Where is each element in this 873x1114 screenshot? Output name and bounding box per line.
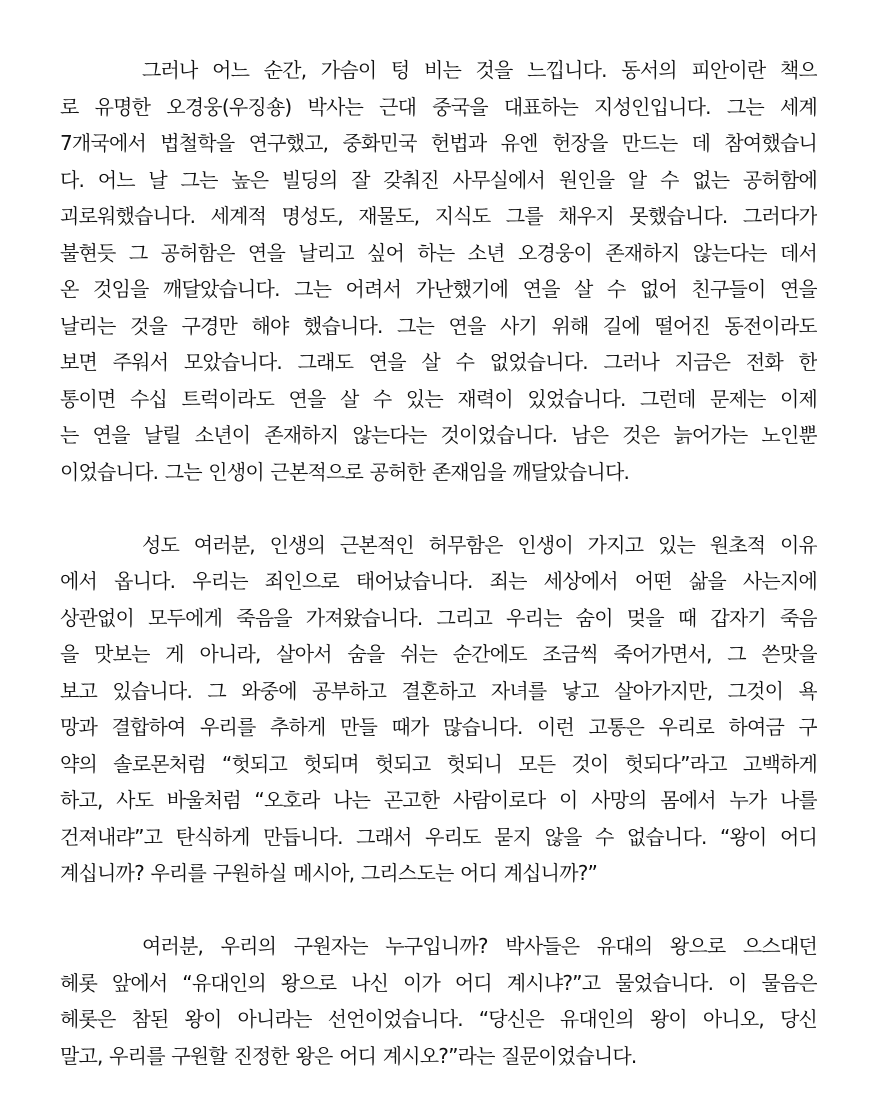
text-line: 헤롯은 참된 왕이 아니라는 선언이었습니다. “당신은 유대인의 왕이 아니오, 당신 bbox=[60, 1007, 817, 1031]
text-line: 는 연을 날릴 소년이 존재하지 않는다는 것이었습니다. 남은 것은 늙어가는 노인뿐 bbox=[60, 423, 817, 447]
text-line: 보고 있습니다. 그 와중에 공부하고 결혼하고 자녀를 낳고 살아가지만, 그것이 욕 bbox=[60, 678, 817, 703]
text-line: 그러나 어느 순간, 가슴이 텅 비는 것을 느낍니다. 동서의 피안이란 책으 bbox=[142, 58, 817, 82]
text-line: 이었습니다. 그는 인생이 근본적으로 공허한 존재임을 깨달았습니다. bbox=[60, 459, 630, 484]
paragraph-1 bbox=[60, 52, 817, 490]
text-line: 여러분, 우리의 구원자는 누구입니까? 박사들은 유대의 왕으로 으스대던 bbox=[142, 934, 817, 958]
text-line: 계십니까? 우리를 구원하실 메시아, 그리스도는 어디 계십니까?” bbox=[60, 861, 598, 885]
text-line: 통이면 수십 트럭이라도 연을 살 수 있는 재력이 있었습니다. 그런데 문제는 이제 bbox=[60, 386, 817, 411]
text-line: 괴로워했습니다. 세계적 명성도, 재물도, 지식도 그를 채우지 못했습니다. 그러다가 bbox=[60, 204, 817, 228]
text-line: 날리는 것을 구경만 해야 했습니다. 그는 연을 사기 위해 길에 떨어진 동전이라도 bbox=[60, 313, 817, 338]
text-line: 성도 여러분, 인생의 근본적인 허무함은 인생이 가지고 있는 원초적 이유 bbox=[142, 532, 817, 557]
text-line: 망과 결합하여 우리를 추하게 만들 때가 많습니다. 이런 고통은 우리로 하여금 구 bbox=[60, 715, 817, 739]
text-line: 7개국에서 법철학을 연구했고, 중화민국 헌법과 유엔 헌장을 만드는 데 참여했습니 bbox=[60, 131, 817, 155]
text-line: 하고, 사도 바울처럼 “오호라 나는 곤고한 사람이로다 이 사망의 몸에서 누가 나를 bbox=[60, 788, 817, 812]
text-line: 말고, 우리를 구원할 진정한 왕은 어디 계시오?”라는 질문이었습니다. bbox=[60, 1043, 637, 1068]
text-line: 을 맛보는 게 아니라, 살아서 숨을 쉬는 순간에도 조금씩 죽어가면서, 그 쓴맛을 bbox=[60, 642, 817, 666]
text-line: 상관없이 모두에게 죽음을 가져왔습니다. 그리고 우리는 숨이 멎을 때 갑자기 죽음 bbox=[60, 605, 817, 630]
paragraph-gap bbox=[60, 490, 817, 527]
paragraph-gap bbox=[60, 892, 817, 929]
text-line: 건져내랴”고 탄식하게 만듭니다. 그래서 우리도 묻지 않을 수 없습니다. “왕이 어디 bbox=[60, 824, 817, 849]
text-line: 보면 주워서 모았습니다. 그래도 연을 살 수 없었습니다. 그러나 지금은 전화 한 bbox=[60, 350, 817, 374]
text-line: 온 것임을 깨달았습니다. 그는 어려서 가난했기에 연을 살 수 없어 친구들이 연을 bbox=[60, 277, 817, 301]
text-line: 다. 어느 날 그는 높은 빌딩의 잘 갖춰진 사무실에서 원인을 알 수 없는 공허함에 bbox=[60, 167, 817, 192]
text-line: 약의 솔로몬처럼 “헛되고 헛되며 헛되고 헛되니 모든 것이 헛되다”라고 고백하게 bbox=[60, 751, 817, 776]
text-line: 에서 옵니다. 우리는 죄인으로 태어났습니다. 죄는 세상에서 어떤 삶을 사는지에 bbox=[60, 569, 817, 593]
text-line: 로 유명한 오경웅(우징숑) 박사는 근대 중국을 대표하는 지성인입니다. 그는 세계 bbox=[60, 94, 817, 119]
paragraph-2 bbox=[60, 527, 817, 892]
text-line: 불현듯 그 공허함은 연을 날리고 싶어 하는 소년 오경웅이 존재하지 않는다는 데서 bbox=[60, 240, 817, 265]
text-line: 헤롯 앞에서 “유대인의 왕으로 나신 이가 어디 계시냐?”고 물었습니다. 이 물음은 bbox=[60, 970, 817, 995]
paragraph-3 bbox=[60, 928, 817, 1074]
